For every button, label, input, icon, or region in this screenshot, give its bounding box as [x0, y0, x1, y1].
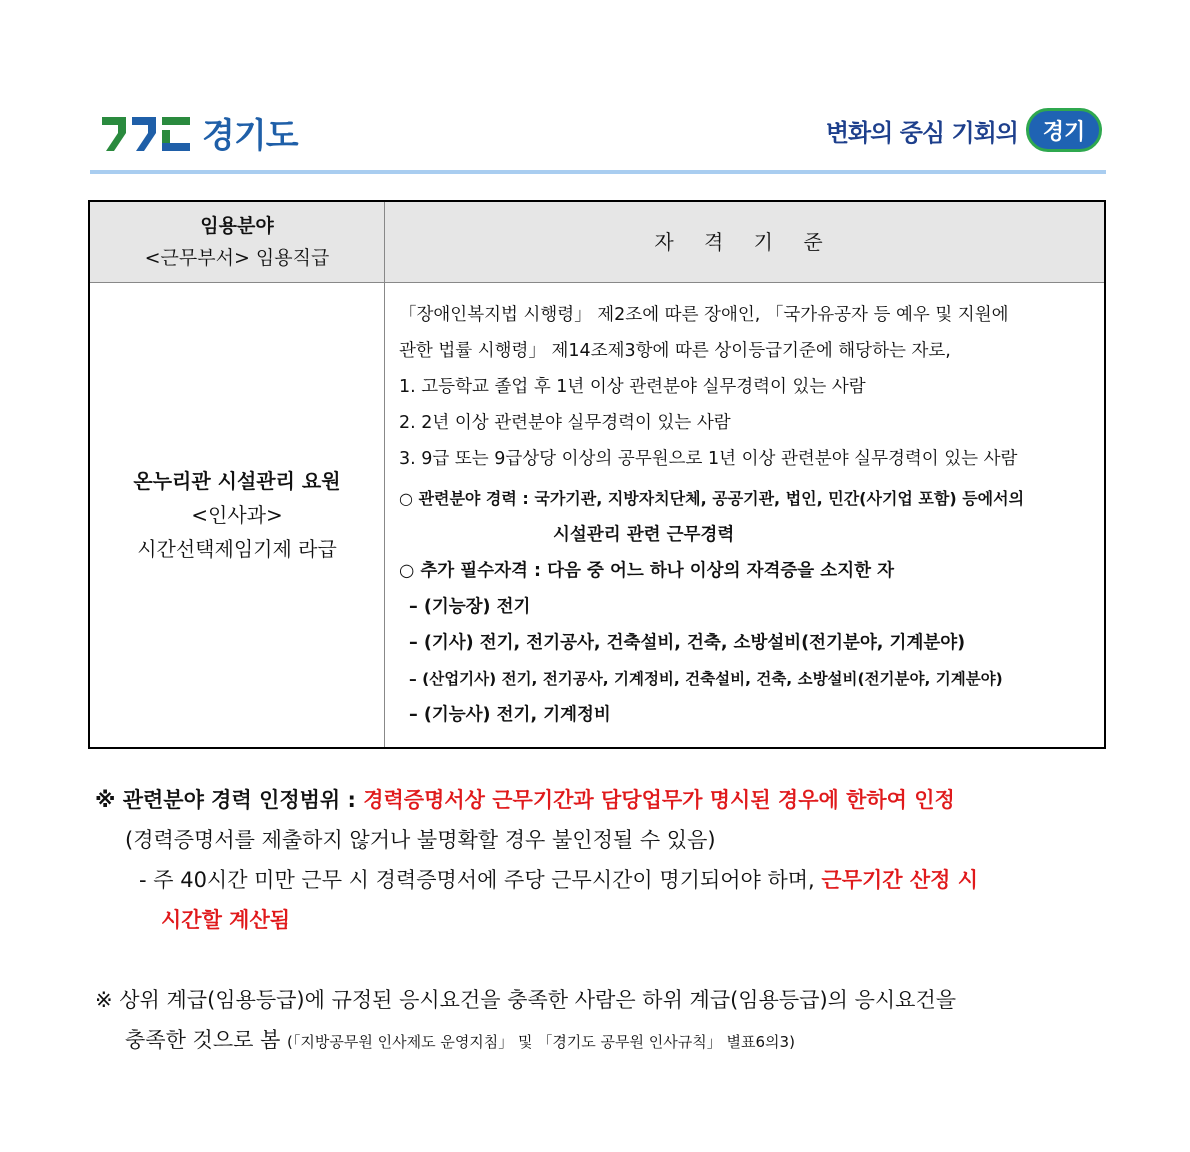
cert-item: – (산업기사) 전기, 전기공사, 기계정비, 건축설비, 건축, 소방설비(전기분야, 기계분야) — [409, 670, 1003, 688]
note-experience-detail: (경력증명서를 제출하지 않거나 불명확할 경우 불인정될 수 있음) — [125, 828, 716, 852]
cert-item: – (기사) 전기, 전기공사, 건축설비, 건축, 소방설비(전기분야, 기계분야) — [409, 633, 966, 653]
slogan-badge: 경기 — [1026, 108, 1102, 152]
department: <인사과> — [191, 503, 283, 527]
note-hours-text: - 주 40시간 미만 근무 시 경력증명서에 주당 근무시간이 명기되어야 하며, — [139, 868, 822, 892]
grade: 시간선택제임기제 라급 — [137, 537, 337, 561]
spacer — [95, 940, 1107, 980]
note-experience-highlight: 경력증명서상 근무기간과 담당업무가 명시된 경우에 한하여 인정 — [363, 788, 955, 812]
criteria-cell — [385, 283, 1106, 749]
note-reference: (「지방공무원 인사제도 운영지침」 및 「경기도 공무원 인사규칙」 별표6의3) — [287, 1033, 795, 1051]
notes-section — [95, 780, 1107, 1062]
required-cert-title: ○ 추가 필수자격 : 다음 중 어느 하나 이상의 자격증을 소지한 자 — [399, 561, 895, 581]
header — [0, 0, 1190, 175]
note-upper-grade-cont — [95, 1020, 1107, 1062]
note-hours — [95, 860, 1107, 900]
position-cell — [89, 283, 385, 749]
header-field-title: 임용분야 — [200, 215, 274, 237]
note-upper-grade: ※ 상위 계급(임용등급)에 규정된 응시요건을 충족한 사람은 하위 계급(임용등급)의 응시요건을 — [95, 988, 957, 1012]
gyeonggi-logo — [100, 108, 298, 157]
slogan-area — [826, 108, 1102, 152]
experience-definition-cont: 시설관리 관련 근무경력 — [553, 525, 735, 545]
note-experience — [95, 780, 1107, 820]
note-experience-label: ※ 관련분야 경력 인정범위 : — [95, 788, 364, 812]
position-title: 온누리관 시설관리 요원 — [133, 469, 341, 493]
qualification-table — [88, 200, 1106, 749]
cert-item: – (기능사) 전기, 기계정비 — [409, 705, 611, 725]
table-row — [89, 283, 1105, 749]
criteria-line: 2. 2년 이상 관련분야 실무경력이 있는 사람 — [399, 413, 731, 433]
header-divider — [90, 170, 1106, 174]
table-header-row — [89, 201, 1105, 283]
header-cell-criteria — [385, 201, 1106, 283]
header-cell-field — [89, 201, 385, 283]
logo-text: 경기도 — [202, 116, 298, 156]
header-criteria-title: 자 격 기 준 — [654, 229, 835, 254]
note-hours-highlight-cont: 시간할 계산됨 — [161, 908, 291, 932]
criteria-line: 「장애인복지법 시행령」 제2조에 따른 장애인, 「국가유공자 등 예우 및 지원에 — [399, 305, 1009, 325]
slogan-text: 변화의 중심 기회의 — [825, 118, 1018, 147]
gyeonggi-logo-icon — [100, 113, 192, 153]
cert-item: – (기능장) 전기 — [409, 597, 531, 617]
header-field-subtitle: <근무부서> 임용직급 — [144, 247, 330, 269]
criteria-line: 1. 고등학교 졸업 후 1년 이상 관련분야 실무경력이 있는 사람 — [399, 377, 866, 397]
note-hours-highlight: 근무기간 산정 시 — [821, 868, 979, 892]
criteria-line: 3. 9급 또는 9급상당 이상의 공무원으로 1년 이상 관련분야 실무경력이 있는 사람 — [399, 449, 1018, 469]
criteria-line: 관한 법률 시행령」 제14조제3항에 따른 상이등급기준에 해당하는 자로, — [399, 341, 951, 361]
note-upper-grade-text: 충족한 것으로 봄 — [125, 1028, 288, 1052]
experience-definition: ○ 관련분야 경력 : 국가기관, 지방자치단체, 공공기관, 법인, 민간(사기업 포함) 등에서의 — [399, 489, 1025, 508]
